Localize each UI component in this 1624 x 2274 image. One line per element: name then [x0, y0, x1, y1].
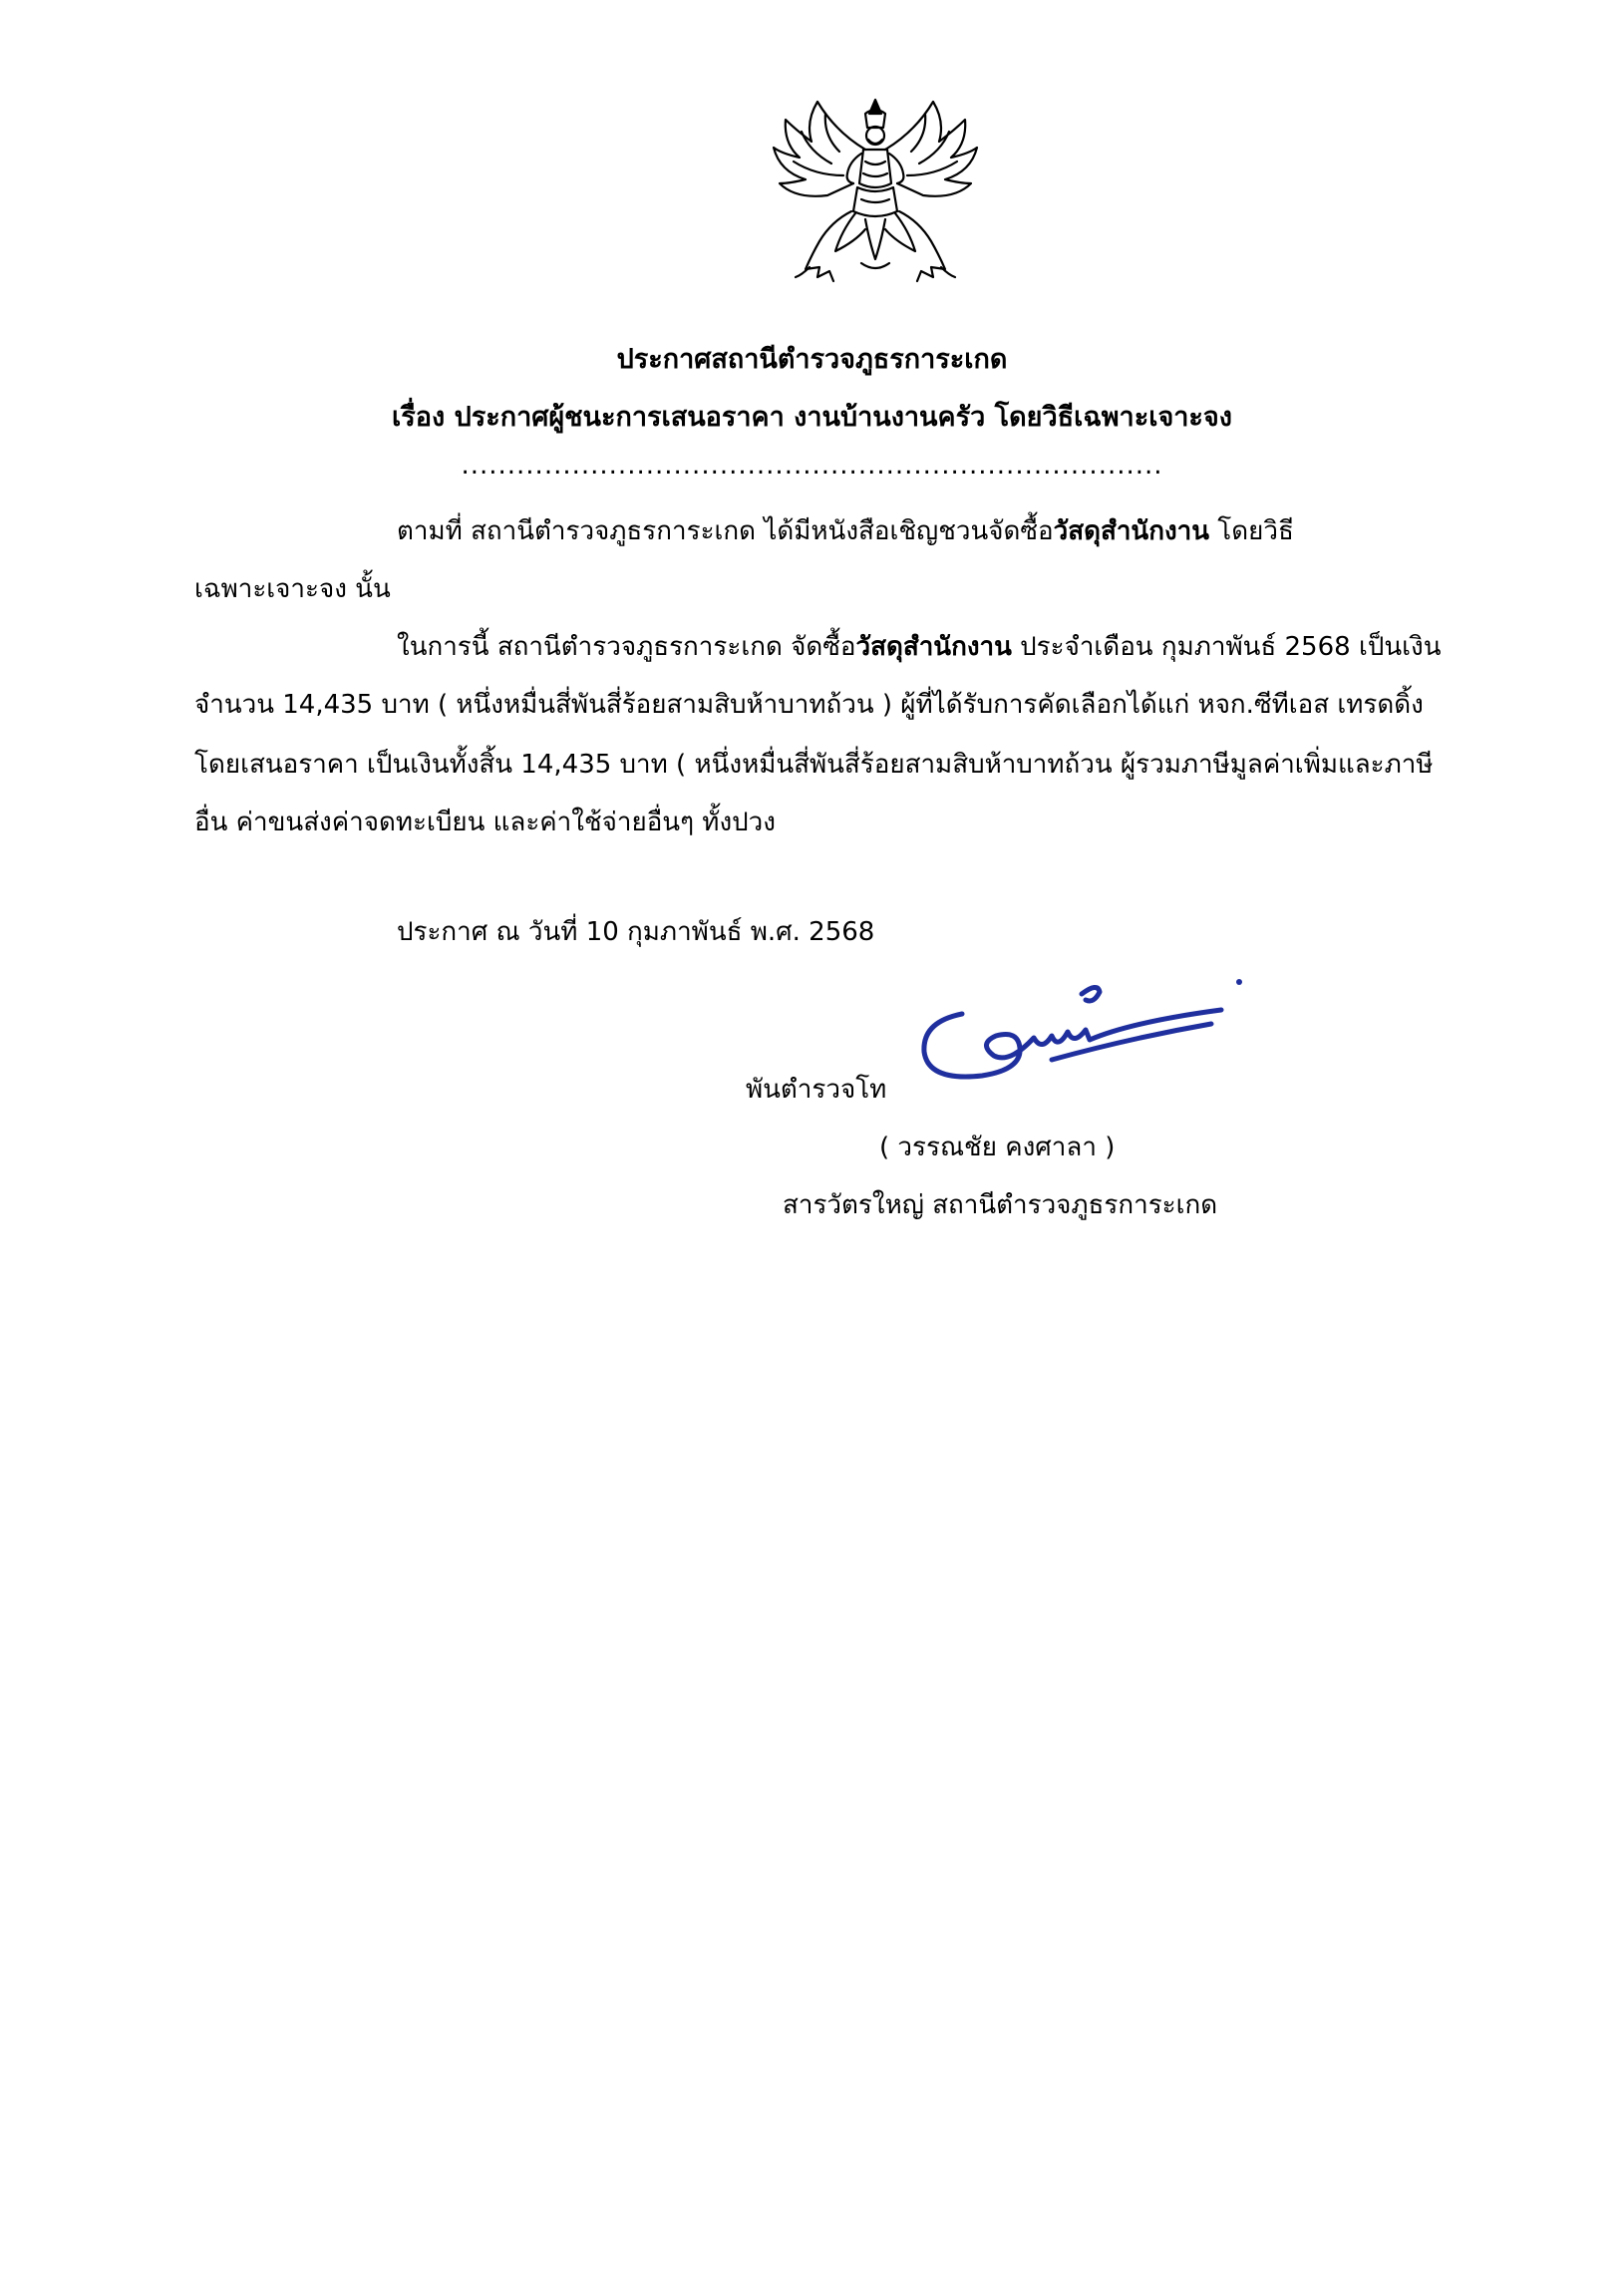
signer-position: สารวัตรใหญ่ สถานีตำรวจภูธรการะเกด: [783, 1190, 1218, 1220]
signer-rank: พันตำรวจโท: [746, 1075, 887, 1105]
paragraph-1-line-1: [397, 510, 1294, 551]
document-subject: เรื่อง ประกาศผู้ชนะการเสนอราคา งานบ้านงานครัว โดยวิธีเฉพาะเจาะจง: [392, 402, 1232, 433]
garuda-emblem: [766, 92, 985, 289]
handwritten-signature: [902, 952, 1261, 1102]
p2-text-a: ในการนี้ สถานีตำรวจภูธรการะเกด จัดซื้อ: [397, 632, 856, 662]
p2-text-bold: วัสดุสำนักงาน: [855, 632, 1012, 662]
p1-text-a: ตามที่ สถานีตำรวจภูธรการะเกด ได้มีหนังสือเชิญชวนจัดซื้อ: [397, 516, 1054, 546]
paragraph-1-line-2: เฉพาะเจาะจง นั้น: [194, 574, 391, 604]
paragraph-2-line-1: [397, 626, 1441, 667]
announcement-date: ประกาศ ณ วันที่ 10 กุมภาพันธ์ พ.ศ. 2568: [397, 917, 875, 947]
p1-text-bold: วัสดุสำนักงาน: [1053, 516, 1210, 546]
header-separator: ............................................................................: [461, 451, 1163, 481]
p1-text-c: โดยวิธี: [1209, 516, 1294, 546]
document-title: ประกาศสถานีตำรวจภูธรการะเกด: [616, 344, 1008, 375]
paragraph-2-line-2: จำนวน 14,435 บาท ( หนึ่งหมื่นสี่พันสี่ร้อยสามสิบห้าบาทถ้วน ) ผู้ที่ได้รับการคัดเลือกได้แก่ หจก.ซีทีเอส เทรดดิ้ง: [194, 690, 1424, 720]
signer-name: ( วรรณชัย คงศาลา ): [879, 1133, 1116, 1162]
p2-text-c: ประจำเดือน กุมภาพันธ์ 2568 เป็นเงิน: [1011, 632, 1442, 662]
paragraph-2-line-4: อื่น ค่าขนส่งค่าจดทะเบียน และค่าใช้จ่ายอื่นๆ ทั้งปวง: [194, 808, 776, 837]
paragraph-2-line-3: โดยเสนอราคา เป็นเงินทั้งสิ้น 14,435 บาท ( หนึ่งหมื่นสี่พันสี่ร้อยสามสิบห้าบาทถ้วน ผู้รวมภาษีมูลค่าเพิ่มและภาษี: [194, 750, 1434, 780]
